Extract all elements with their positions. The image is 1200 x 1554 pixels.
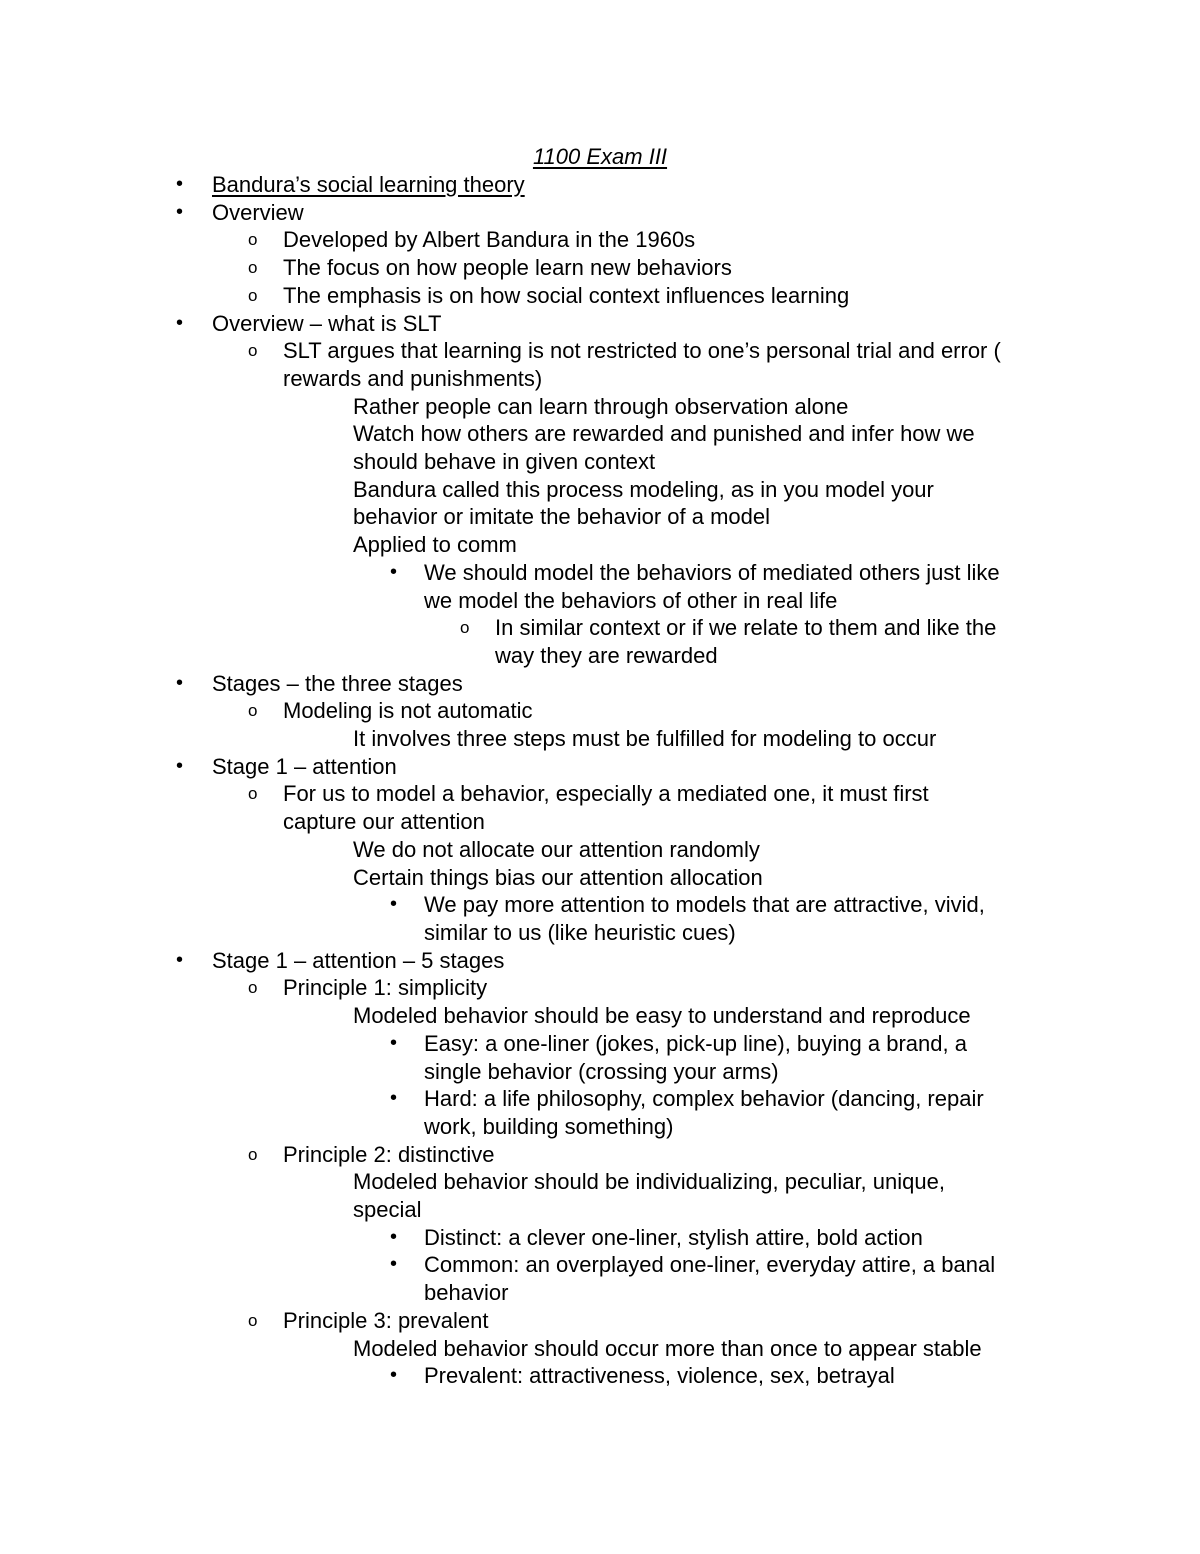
outline-line-text: SLT argues that learning is not restricted to one’s personal trial and error ( <box>283 338 1001 364</box>
bullet-icon: • <box>176 311 184 334</box>
outline-line <box>0 1030 1200 1058</box>
outline-line <box>0 310 1200 338</box>
outline-line-text: way they are rewarded <box>495 642 718 668</box>
bullet-icon: • <box>390 1225 398 1248</box>
document-title <box>0 143 1200 171</box>
bullet-icon: • <box>176 948 184 971</box>
outline-line-text: similar to us (like heuristic cues) <box>424 919 736 945</box>
outline-line <box>0 1141 1200 1169</box>
outline-line <box>0 365 1200 393</box>
outline-line <box>0 1196 1200 1224</box>
outline-line <box>0 891 1200 919</box>
outline-line <box>0 780 1200 808</box>
outline-line <box>0 171 1200 199</box>
circle-bullet-icon: o <box>248 230 258 250</box>
outline-line <box>0 1335 1200 1363</box>
outline-line <box>0 587 1200 615</box>
outline-line-text: Hard: a life philosophy, complex behavior (dancing, repair <box>424 1086 984 1112</box>
outline-line-text: Principle 2: distinctive <box>283 1141 495 1167</box>
outline-line <box>0 448 1200 476</box>
outline-line-text: In similar context or if we relate to them and like the <box>495 615 997 641</box>
outline-line <box>0 919 1200 947</box>
outline-line <box>0 1251 1200 1279</box>
bullet-icon: • <box>176 754 184 777</box>
outline-line <box>0 947 1200 975</box>
bullet-icon: • <box>390 1253 398 1276</box>
outline-line <box>0 697 1200 725</box>
outline-line <box>0 531 1200 559</box>
outline-line <box>0 226 1200 254</box>
outline-line-text: Modeled behavior should be individualizing, peculiar, unique, <box>353 1169 945 1195</box>
outline-line-text: We pay more attention to models that are attractive, vivid, <box>424 892 985 918</box>
outline-line-text: behavior or imitate the behavior of a model <box>353 504 771 530</box>
outline-line-text: work, building something) <box>424 1113 674 1139</box>
circle-bullet-icon: o <box>248 1144 258 1164</box>
circle-bullet-icon: o <box>248 978 258 998</box>
bullet-icon: • <box>390 1364 398 1387</box>
outline-line <box>0 503 1200 531</box>
outline-line <box>0 1113 1200 1141</box>
outline-line <box>0 1279 1200 1307</box>
outline-line <box>0 1168 1200 1196</box>
outline-line-text: Bandura called this process modeling, as in you model your <box>353 476 934 502</box>
outline-line-text: Overview – what is SLT <box>212 310 442 336</box>
outline-line <box>0 476 1200 504</box>
circle-bullet-icon: o <box>248 258 258 278</box>
bullet-icon: • <box>390 1031 398 1054</box>
bullet-icon: • <box>176 200 184 223</box>
outline-line-text: Certain things bias our attention allocation <box>353 864 763 890</box>
outline-line <box>0 1307 1200 1335</box>
outline-line-text: For us to model a behavior, especially a mediated one, it must first <box>283 781 929 807</box>
outline-line-text: Rather people can learn through observation alone <box>353 393 849 419</box>
bullet-icon: • <box>390 560 398 583</box>
outline-line-text: should behave in given context <box>353 449 656 475</box>
outline-line-text: Stage 1 – attention – 5 stages <box>212 947 505 973</box>
outline-line <box>0 864 1200 892</box>
outline-line-text: behavior <box>424 1280 509 1306</box>
outline-line <box>0 753 1200 781</box>
outline-line-text: Common: an overplayed one-liner, everyday attire, a banal <box>424 1252 996 1278</box>
outline-line-text: Developed by Albert Bandura in the 1960s <box>283 227 696 253</box>
outline-line-text: It involves three steps must be fulfilled for modeling to occur <box>353 726 937 752</box>
bullet-icon: • <box>176 671 184 694</box>
outline-line-text: Stages – the three stages <box>212 670 463 696</box>
outline-line <box>0 642 1200 670</box>
outline-line <box>0 725 1200 753</box>
circle-bullet-icon: o <box>248 1310 258 1330</box>
outline-line-text: Bandura’s social learning theory <box>212 172 525 197</box>
outline-line <box>0 614 1200 642</box>
outline-line-text: we model the behaviors of other in real life <box>424 587 838 613</box>
outline-line <box>0 559 1200 587</box>
bullet-icon: • <box>390 1087 398 1110</box>
outline-line <box>0 1002 1200 1030</box>
circle-bullet-icon: o <box>460 618 470 638</box>
outline-line <box>0 254 1200 282</box>
outline-line-text: Modeled behavior should be easy to understand and reproduce <box>353 1003 971 1029</box>
outline-line-text: The emphasis is on how social context influences learning <box>283 282 850 308</box>
circle-bullet-icon: o <box>248 784 258 804</box>
circle-bullet-icon: o <box>248 341 258 361</box>
outline-line <box>0 393 1200 421</box>
outline-line-text: Easy: a one-liner (jokes, pick-up line), buying a brand, a <box>424 1030 967 1056</box>
circle-bullet-icon: o <box>248 285 258 305</box>
outline-line-text: Prevalent: attractiveness, violence, sex, betrayal <box>424 1363 895 1389</box>
outline-line-text: The focus on how people learn new behaviors <box>283 255 732 281</box>
bullet-icon: • <box>176 173 184 195</box>
outline-line <box>0 836 1200 864</box>
outline-line <box>0 1058 1200 1086</box>
outline-line <box>0 337 1200 365</box>
outline-line-text: Distinct: a clever one-liner, stylish attire, bold action <box>424 1224 923 1250</box>
circle-bullet-icon: o <box>248 701 258 721</box>
outline-line-text: We should model the behaviors of mediated others just like <box>424 559 1000 585</box>
outline-line-text: single behavior (crossing your arms) <box>424 1058 779 1084</box>
outline-line-text: Stage 1 – attention <box>212 753 397 779</box>
outline-line-text: Principle 1: simplicity <box>283 975 488 1001</box>
outline-line-text: capture our attention <box>283 809 485 835</box>
outline-line-text: Modeling is not automatic <box>283 698 533 724</box>
outline-line <box>0 974 1200 1002</box>
outline-line <box>0 1362 1200 1390</box>
outline-line-text: We do not allocate our attention randomly <box>353 836 760 862</box>
document-title-text: 1100 Exam III <box>532 144 668 169</box>
outline-line <box>0 420 1200 448</box>
outline-line-text: Watch how others are rewarded and punished and infer how we <box>353 421 975 447</box>
outline-line <box>0 282 1200 310</box>
outline-line-text: Overview <box>212 199 304 225</box>
outline-line-text: special <box>353 1197 422 1223</box>
outline-line <box>0 199 1200 227</box>
outline-line <box>0 1224 1200 1252</box>
outline-list <box>0 171 1200 1390</box>
outline-line <box>0 670 1200 698</box>
outline-line-text: rewards and punishments) <box>283 365 543 391</box>
outline-line-text: Modeled behavior should occur more than once to appear stable <box>353 1335 982 1361</box>
outline-line <box>0 1085 1200 1113</box>
outline-line-text: Applied to comm <box>353 532 517 558</box>
outline-line <box>0 808 1200 836</box>
bullet-icon: • <box>390 893 398 916</box>
outline-line-text: Principle 3: prevalent <box>283 1307 489 1333</box>
